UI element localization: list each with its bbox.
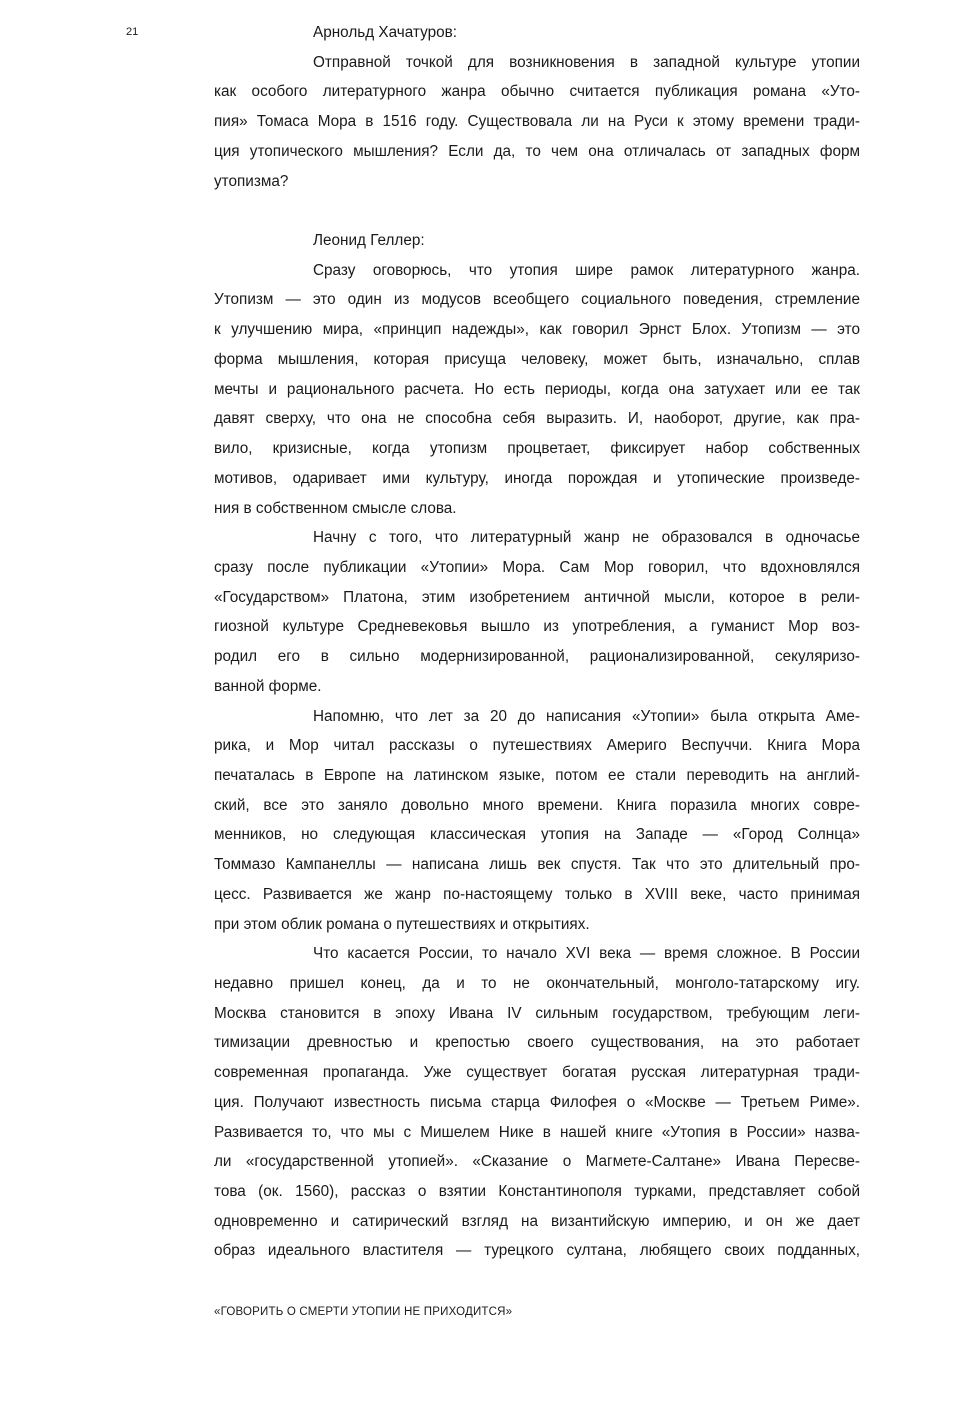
text-line: това (ок. 1560), рассказ о взятии Константинополя турками, представляет собой (214, 1183, 860, 1201)
text-line: ский, все это заняло довольно много времени. Книга поразила многих совре- (214, 796, 860, 814)
speaker-name (214, 18, 860, 48)
text-line: сразу после публикации «Утопии» Мора. Сам Мор говорил, что вдохновлялся (214, 558, 860, 576)
text-line: пия» Томаса Мора в 1516 году. Существовала ли на Руси к этому времени тради- (214, 113, 860, 131)
text-line: Арнольд Хачатуров: (313, 24, 457, 41)
text-line: ванной форме. (214, 677, 322, 695)
text-line: утопизма? (214, 172, 289, 190)
text-line: тимизации древностью и крепостью своего существования, на это работает (214, 1034, 860, 1052)
text-line: Развивается то, что мы с Мишелем Нике в нашей книге «Утопия в России» назва- (214, 1123, 860, 1141)
text-line: одновременно и сатирический взгляд на византийскую империю, и он же дает (214, 1212, 860, 1230)
text-line: Москва становится в эпоху Ивана IV сильным государством, требующим леги- (214, 1004, 860, 1022)
text-line: «Государством» Платона, этим изобретением античной мысли, которое в рели- (214, 588, 860, 606)
paragraph-gap (214, 196, 860, 226)
text-line: Томмазо Кампанеллы — написана лишь век спустя. Так что это длительный про- (214, 856, 860, 874)
text-line: форма мышления, которая присуща человеку, может быть, изначально, сплав (214, 350, 860, 368)
text-line: рика, и Мор читал рассказы о путешествиях Америго Веспуччи. Книга Мора (214, 737, 860, 755)
text-line: гиозной культуре Средневековья вышло из употребления, а гуманист Мор воз- (214, 618, 860, 636)
text-line: Леонид Геллер: (313, 232, 425, 250)
text-line: ция утопического мышления? Если да, то чем она отличалась от западных форм (214, 142, 860, 160)
text-line: Что касается России, то начало XVI века — время сложное. В России (313, 945, 860, 963)
article-body (214, 18, 860, 1266)
text-line: давят сверху, что она не способна себя выразить. И, наоборот, другие, как пра- (214, 410, 860, 428)
text-line: недавно пришел конец, да и то не окончательный, монголо-татарскому игу. (214, 975, 860, 992)
text-line: ция. Получают известность письма старца Филофея о «Москве — Третьем Риме». (214, 1093, 860, 1111)
text-line: Напомню, что лет за 20 до написания «Утопии» была открыта Аме- (313, 707, 860, 725)
page-number: 21 (126, 26, 139, 38)
text-line: при этом облик романа о путешествиях и открытиях. (214, 915, 590, 933)
paragraph (214, 939, 860, 1266)
text-line: как особого литературного жанра обычно считается публикация романа «Уто- (214, 83, 860, 101)
text-line: Начну с того, что литературный жанр не образовался в одночасье (313, 529, 860, 547)
text-line: мечты и рационального расчета. Но есть периоды, когда она затухает или ее так (214, 380, 860, 398)
text-line: образ идеального властителя — турецкого султана, любящего своих подданных, (214, 1242, 860, 1260)
paragraph (214, 523, 860, 701)
text-line: родил его в сильно модернизированной, рационализированной, секуляризо- (214, 648, 860, 666)
text-line: цесс. Развивается же жанр по-настоящему только в XVIII веке, часто принимая (214, 885, 860, 903)
running-footer: «ГОВОРИТЬ О СМЕРТИ УТОПИИ НЕ ПРИХОДИТСЯ» (214, 1306, 513, 1318)
text-line: Утопизм — это один из модусов всеобщего социального поведения, стремление (214, 291, 860, 309)
text-line: печаталась в Европе на латинском языке, потом ее стали переводить на англий- (214, 766, 860, 784)
paragraph (214, 256, 860, 523)
paragraph (214, 702, 860, 940)
text-line: ния в собственном смысле слова. (214, 499, 457, 517)
text-line: современная пропаганда. Уже существует богатая русская литературная тради- (214, 1064, 860, 1082)
text-line: менников, но следующая классическая утопия на Западе — «Город Солнца» (214, 826, 860, 844)
text-line: мотивов, одаривает ими культуру, иногда порождая и утопические произведе- (214, 469, 860, 487)
paragraph (214, 48, 860, 197)
text-line: вило, кризисные, когда утопизм процветает, фиксирует набор собственных (214, 440, 860, 458)
text-line: к улучшению мира, «принцип надежды», как говорил Эрнст Блох. Утопизм — это (214, 321, 860, 339)
speaker-name (214, 226, 860, 256)
text-line: Сразу оговорюсь, что утопия шире рамок литературного жанра. (313, 261, 860, 279)
text-line: Отправной точкой для возникновения в западной культуре утопии (313, 53, 860, 71)
text-line: ли «государственной утопией». «Сказание о Магмете-Салтане» Ивана Пересве- (214, 1153, 860, 1171)
